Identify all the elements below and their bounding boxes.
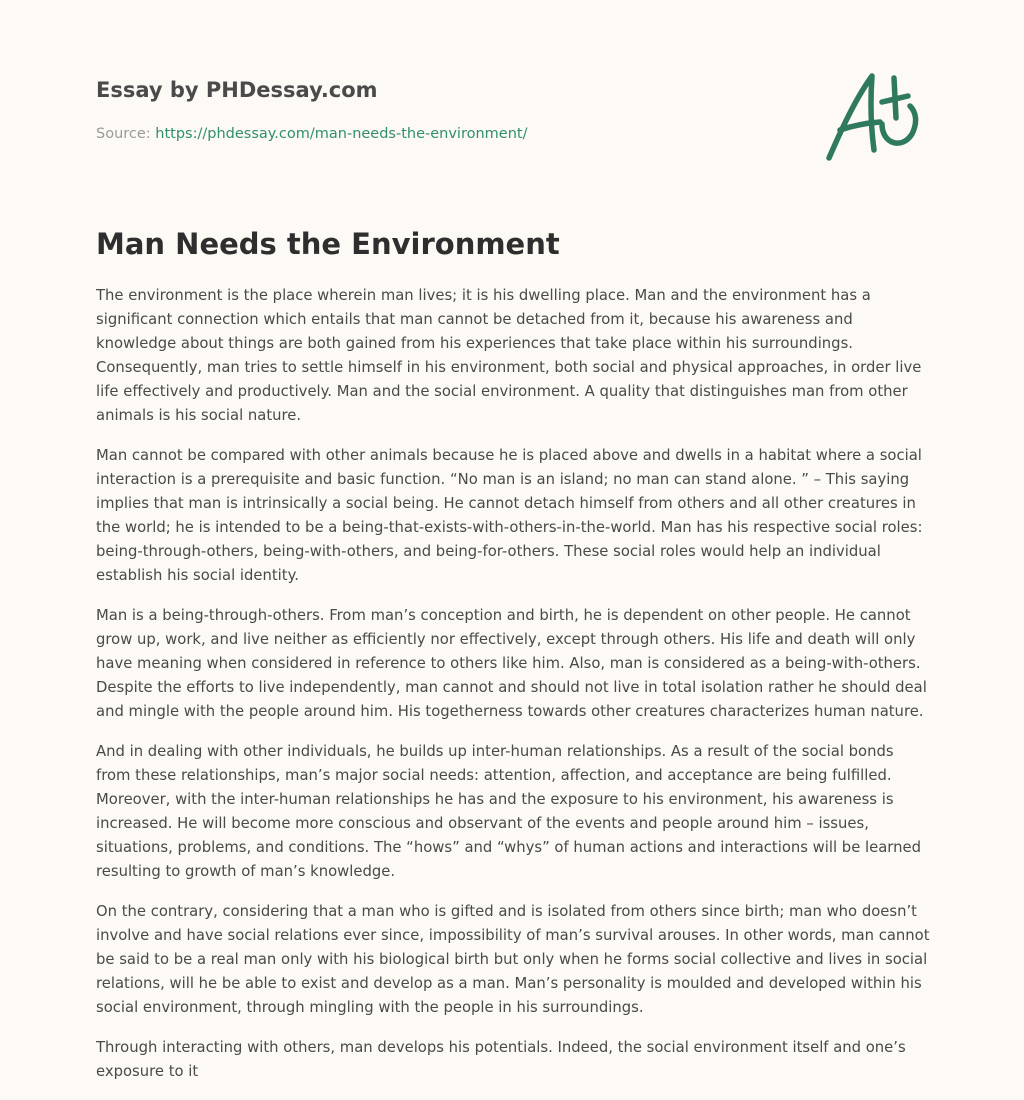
paragraph: Through interacting with others, man develops his potentials. Indeed, the social environment itself and one’s exposure to it: [96, 1039, 906, 1080]
essay-body: [96, 284, 932, 1100]
page-header: [96, 76, 796, 144]
source-label: Source:: [96, 126, 151, 142]
site-brand: Essay by PHDessay.com: [96, 78, 378, 102]
paragraph: The environment is the place wherein man lives; it is his dwelling place. Man and the environment has a significant connection which entails that man cannot be detached from it, because his awareness and knowledge about things are both gained from his experiences that take place within his surroundings. Consequently, man tries to settle himself in his environment, both social and physical approaches, in order live life effectively and productively. Man and the social environment. A quality that distinguishes man from other animals is his social nature.: [96, 287, 922, 424]
paragraph: Man cannot be compared with other animals because he is placed above and dwells in a habitat where a social interaction is a prerequisite and basic function. “No man is an island; no man can stand alone. ” – This saying implies that man is intrinsically a social being. He cannot detach himself from others and all other creatures in the world; he is intended to be a being-that-exists-with-others-in-the-world. Man has his respective social roles: being-through-others, being-with-others, and being-for-others. These social roles would help an individual establish his social identity.: [96, 447, 923, 584]
a-plus-logo-icon: [820, 66, 930, 166]
source-line: [96, 124, 796, 144]
paragraph: Man is a being-through-others. From man’s conception and birth, he is dependent on other people. He cannot grow up, work, and live neither as efficiently nor effectively, except through others. His life and death will only have meaning when considered in reference to others like him. Also, man is considered as a being-with-others. Despite the efforts to live independently, man cannot and should not live in total isolation rather he should deal and mingle with the people around him. His togetherness towards other creatures characterizes human nature.: [96, 607, 927, 720]
paragraph: On the contrary, considering that a man who is gifted and is isolated from others since birth; man who doesn’t involve and have social relations ever since, impossibility of man’s survival arouses. In other words, man cannot be said to be a real man only with his biological birth but only when he forms social collective and lives in social relations, will he be able to exist and develop as a man. Man’s personality is moulded and developed within his social environment, through mingling with the people in his surroundings.: [96, 903, 930, 1016]
source-link[interactable]: https://phdessay.com/man-needs-the-environment/: [155, 126, 528, 142]
page-title: Man Needs the Environment: [96, 227, 560, 261]
paragraph: And in dealing with other individuals, he builds up inter-human relationships. As a result of the social bonds from these relationships, man’s major social needs: attention, affection, and acceptance are being fulfilled. Moreover, with the inter-human relationships he has and the exposure to his environment, his awareness is increased. He will become more conscious and observant of the events and people around him – issues, situations, problems, and conditions. The “hows” and “whys” of human actions and interactions will be learned resulting to growth of man’s knowledge.: [96, 743, 921, 880]
